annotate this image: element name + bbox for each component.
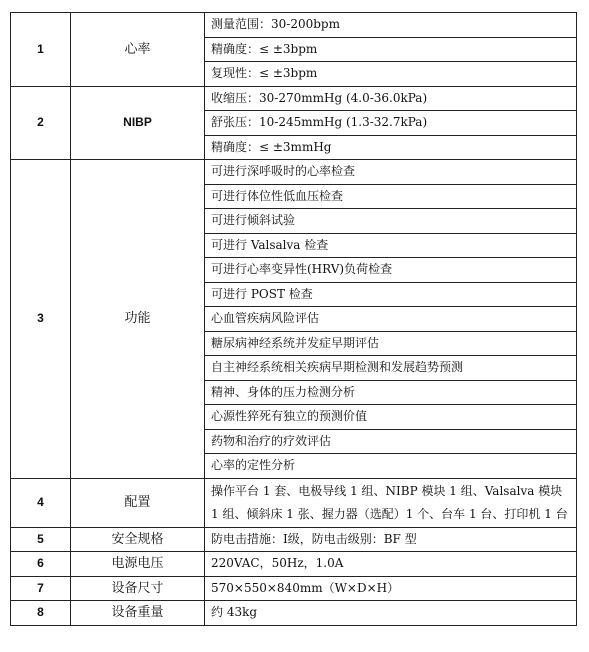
spec-table <box>10 12 577 626</box>
row-number: 5 <box>11 527 71 552</box>
table-row <box>11 478 577 527</box>
spec-detail: 可进行心率变异性(HRV)负荷检查 <box>205 258 577 283</box>
spec-detail: 心率的定性分析 <box>205 454 577 479</box>
table-row <box>11 576 577 601</box>
spec-detail: 测量范围：30-200bpm <box>205 13 577 38</box>
row-number: 1 <box>11 13 71 87</box>
spec-detail: 可进行体位性低血压检查 <box>205 184 577 209</box>
spec-detail: 可进行倾斜试验 <box>205 209 577 234</box>
spec-detail: 糖尿病神经系统并发症早期评估 <box>205 331 577 356</box>
spec-detail: 收缩压：30-270mmHg (4.0-36.0kPa) <box>205 86 577 111</box>
spec-detail: 舒张压：10-245mmHg (1.3-32.7kPa) <box>205 111 577 136</box>
spec-category: 功能 <box>71 160 205 479</box>
spec-detail: 精神、身体的压力检测分析 <box>205 380 577 405</box>
spec-table-body <box>11 13 577 626</box>
spec-category: NIBP <box>71 86 205 160</box>
row-number: 7 <box>11 576 71 601</box>
spec-category: 设备尺寸 <box>71 576 205 601</box>
spec-detail: 心血管疾病风险评估 <box>205 307 577 332</box>
spec-detail: 操作平台 1 套、电极导线 1 组、NIBP 模块 1 组、Valsalva 模块 1 组、倾斜床 1 张、握力器（选配）1 个、台车 1 台、打印机 1 台 <box>205 478 577 527</box>
table-row <box>11 13 577 38</box>
spec-detail: 心源性猝死有独立的预测价值 <box>205 405 577 430</box>
spec-detail: 约 43kg <box>205 601 577 626</box>
spec-detail: 自主神经系统相关疾病早期检测和发展趋势预测 <box>205 356 577 381</box>
spec-detail: 可进行 POST 检查 <box>205 282 577 307</box>
spec-detail: 防电击措施：Ⅰ级，防电击级别：BF 型 <box>205 527 577 552</box>
row-number: 8 <box>11 601 71 626</box>
spec-category: 安全规格 <box>71 527 205 552</box>
spec-detail: 570×550×840mm（W×D×H） <box>205 576 577 601</box>
table-row <box>11 552 577 577</box>
spec-detail: 可进行深呼吸时的心率检查 <box>205 160 577 185</box>
row-number: 4 <box>11 478 71 527</box>
spec-category: 心率 <box>71 13 205 87</box>
spec-detail: 精确度：≤ ±3mmHg <box>205 135 577 160</box>
spec-detail: 药物和治疗的疗效评估 <box>205 429 577 454</box>
row-number: 2 <box>11 86 71 160</box>
table-row <box>11 527 577 552</box>
spec-category: 电源电压 <box>71 552 205 577</box>
spec-detail: 精确度：≤ ±3bpm <box>205 37 577 62</box>
row-number: 6 <box>11 552 71 577</box>
spec-detail: 复现性：≤ ±3bpm <box>205 62 577 87</box>
table-row <box>11 160 577 185</box>
spec-category: 设备重量 <box>71 601 205 626</box>
table-row <box>11 86 577 111</box>
spec-detail: 可进行 Valsalva 检查 <box>205 233 577 258</box>
spec-detail: 220VAC，50Hz，1.0A <box>205 552 577 577</box>
row-number: 3 <box>11 160 71 479</box>
table-row <box>11 601 577 626</box>
spec-category: 配置 <box>71 478 205 527</box>
